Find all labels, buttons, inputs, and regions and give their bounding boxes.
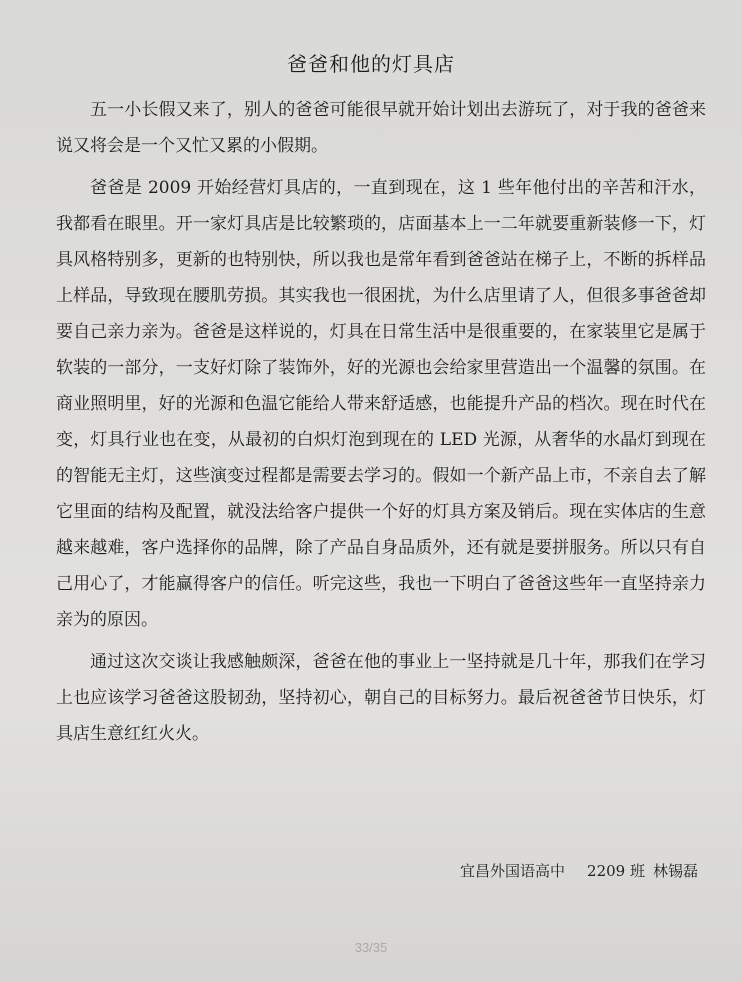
- page-number: 33/35: [354, 940, 388, 955]
- paragraph-2: 爸爸是 2009 开始经营灯具店的，一直到现在，这 1 些年他付出的辛苦和汗水，我都看在眼里。开一家灯具店是比较繁琐的，店面基本上一二年就要重新装修一下，灯具风格特别多，更新的也特别快，所以我也是常年看到爸爸站在梯子上，不断的拆样品上样品，导致现在腰肌劳损。其实我也一很困扰，为什么店里请了人，但很多事爸爸却要自己亲力亲为。爸爸是这样说的，灯具在日常生活中是很重要的，在家装里它是属于软装的一部分，一支好灯除了装饰外，好的光源也会给家里营造出一个温馨的氛围。在商业照明里，好的光源和色温它能给人带来舒适感，也能提升产品的档次。现在时代在变，灯具行业也在变，从最初的白炽灯泡到现在的 LED 光源，从奢华的水晶灯到现在的智能无主灯，这些演变过程都是需要去学习的。假如一个新产品上市，不亲自去了解它里面的结构及配置，就没法给客户提供一个好的灯具方案及销后。现在实体店的生意越来越难，客户选择你的品牌，除了产品自身品质外，还有就是要拼服务。所以只有自己用心了，才能赢得客户的信任。听完这些，我也一下明白了爸爸这些年一直坚持亲力亲为的原因。: [56, 178, 706, 630]
- signature-name: 林锡磊: [652, 862, 698, 880]
- essay-body: [56, 92, 706, 752]
- page-title: 爸爸和他的灯具店: [287, 52, 455, 76]
- signature-school: 宜昌外国语高中: [460, 862, 566, 880]
- author-signature: [448, 860, 698, 881]
- paragraph-1: 五一小长假又来了，别人的爸爸可能很早就开始计划出去游玩了，对于我的爸爸来说又将会是一个又忙又累的小假期。: [56, 100, 706, 156]
- paragraph-3: 通过这次交谈让我感触颇深，爸爸在他的事业上一坚持就是几十年，那我们在学习上也应该学习爸爸这股韧劲，坚持初心，朝自己的目标努力。最后祝爸爸节日快乐，灯具店生意红红火火。: [56, 652, 706, 744]
- signature-class: 2209 班: [587, 862, 645, 880]
